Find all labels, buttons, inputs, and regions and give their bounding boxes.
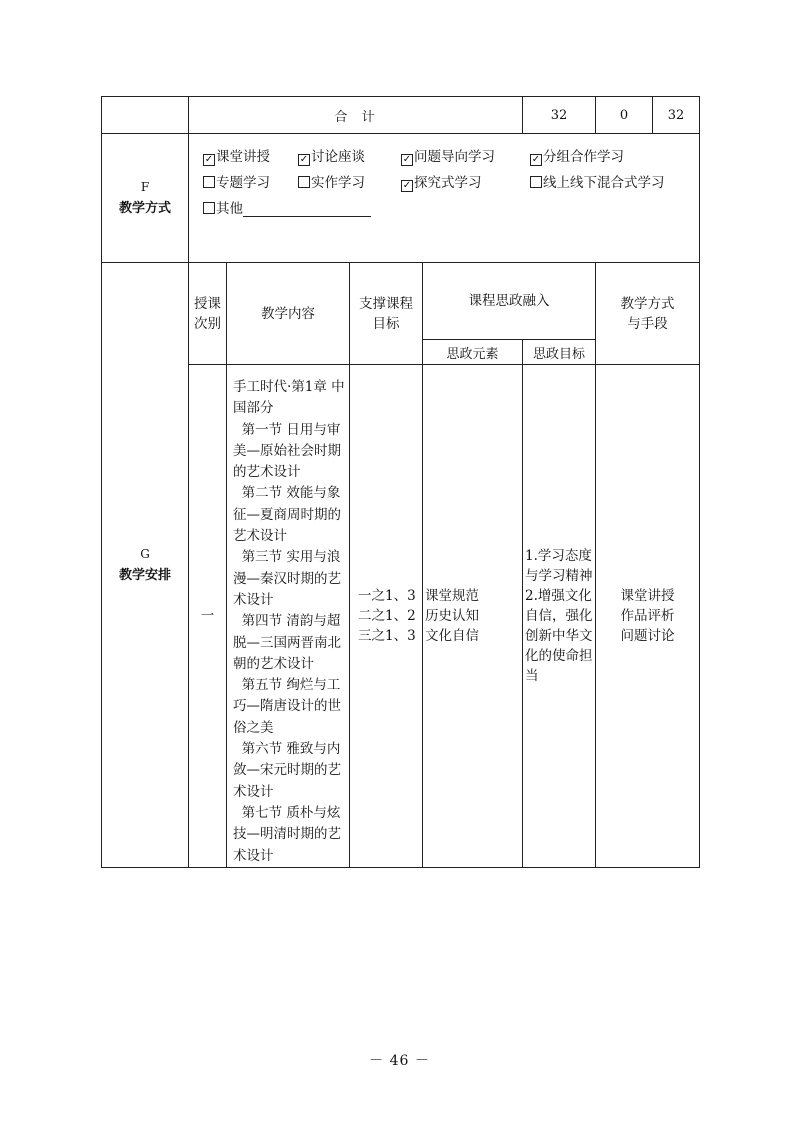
header-ideology: 课程思政融入 <box>423 263 596 340</box>
section-f-label <box>102 134 189 263</box>
checkbox-icon[interactable] <box>298 176 310 188</box>
method-option[interactable]: 线上线下混合式学习 <box>530 172 670 194</box>
row-content: 手工时代·第1章 中 国部分 第一节 日用与审 美—原始社会时期 的艺术设计 第二节 效能与象 征—夏商周时期的 艺术设计 第三节 实用与浪 漫—秦汉时期的艺 术设计 第四节 清韵与超 脱—三国两晋南北 朝的艺术设计 第五节 绚烂与工 巧—隋唐设计的世 俗之美 第六节 雅致与内 敛—宋元时期的艺 术设计 第七节 质朴与炫 技—明清时期的艺 术设计 <box>227 365 350 868</box>
header-session: 授课 次别 <box>189 263 227 365</box>
section-g-header-row <box>102 263 700 340</box>
checkbox-icon[interactable]: ✓ <box>299 154 309 165</box>
header-goal: 支撑课程 目标 <box>350 263 423 365</box>
method-option[interactable]: ✓ 课堂讲授 <box>204 149 270 165</box>
header-elements: 思政元素 <box>423 340 523 365</box>
checkbox-icon[interactable]: ✓ <box>402 154 412 165</box>
method-option[interactable]: ✓ 问题导向学习 <box>402 149 495 165</box>
section-g-code: G <box>140 547 150 561</box>
row-elements: 课堂规范 历史认知 文化自信 <box>423 365 523 868</box>
header-content: 教学内容 <box>227 263 350 365</box>
section-g-label <box>102 263 189 868</box>
method-option[interactable]: ✓ 探究式学习 <box>402 175 482 191</box>
checkbox-icon[interactable] <box>530 176 542 188</box>
total-label: 合 计 <box>189 97 523 134</box>
page-number: － 46 － <box>369 1053 430 1069</box>
checkbox-icon[interactable]: ✓ <box>204 154 214 165</box>
method-option-other[interactable]: 其他 <box>203 198 530 220</box>
checkbox-icon[interactable]: ✓ <box>531 154 541 165</box>
total-value-3: 32 <box>667 107 685 123</box>
total-values-cell <box>596 97 700 134</box>
method-option[interactable]: ✓ 讨论座谈 <box>299 149 365 165</box>
section-f-row <box>102 134 700 263</box>
method-option[interactable]: 实作学习 <box>298 172 401 194</box>
total-empty-cell <box>102 97 189 134</box>
row-targets: 1.学习态度 与学习精神 2.增强文化 自信，强化 创新中华文 化的使命担 当 <box>523 365 596 868</box>
total-value-2: 0 <box>596 97 653 133</box>
teaching-methods-grid <box>203 146 699 220</box>
section-g-title: 教学安排 <box>118 568 171 583</box>
header-method: 教学方式 与手段 <box>596 263 700 365</box>
section-f-title: 教学方式 <box>118 201 171 216</box>
course-table <box>101 96 700 868</box>
checkbox-icon[interactable] <box>203 176 215 188</box>
total-row <box>102 97 700 134</box>
row-goals: 一之1、3 二之1、2 三之1、3 <box>350 365 423 868</box>
header-targets: 思政目标 <box>523 340 596 365</box>
section-f-code: F <box>140 180 150 194</box>
total-value-1: 32 <box>523 97 596 134</box>
method-option[interactable]: ✓ 分组合作学习 <box>531 149 624 165</box>
checkbox-icon[interactable] <box>203 202 215 214</box>
teaching-methods-cell <box>189 134 700 263</box>
row-methods: 课堂讲授 作品评析 问题讨论 <box>596 365 700 868</box>
checkbox-icon[interactable]: ✓ <box>402 180 412 191</box>
row-session: 一 <box>189 365 227 868</box>
table-row <box>102 365 700 868</box>
other-blank-line[interactable] <box>243 200 371 217</box>
method-option[interactable]: 专题学习 <box>203 172 298 194</box>
